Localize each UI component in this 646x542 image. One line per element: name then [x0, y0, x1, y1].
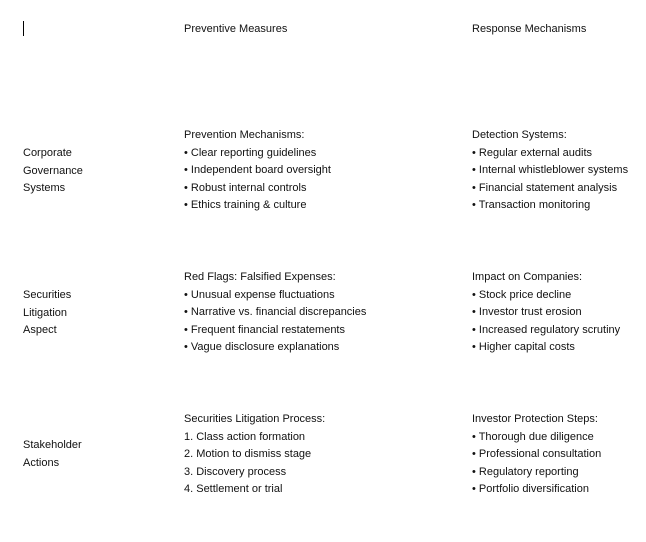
- list-item: • Unusual expense fluctuations: [184, 288, 335, 301]
- list-item: 3. Discovery process: [184, 465, 287, 478]
- row-label-line: Actions: [23, 456, 60, 469]
- list-item: • Financial statement analysis: [472, 181, 618, 194]
- row-label-stakeholder-actions: [23, 437, 82, 472]
- row-label-line: Systems: [23, 182, 66, 194]
- cell-title: Red Flags: Falsified Expenses:: [184, 271, 336, 283]
- row-label-line: Stakeholder: [23, 439, 82, 451]
- list-item: • Robust internal controls: [184, 181, 307, 194]
- cell-red-flags: [184, 269, 366, 357]
- row-label-line: Litigation: [23, 306, 68, 319]
- row-label-corporate-governance: [23, 145, 83, 198]
- list-item: • Internal whistleblower systems: [472, 164, 629, 176]
- list-item: • Ethics training & culture: [184, 199, 307, 211]
- cell-detection-systems: [472, 127, 628, 215]
- list-item: • Thorough due diligence: [472, 430, 594, 443]
- row-label-line: Corporate: [23, 147, 72, 159]
- cell-prevention-mechanisms: [184, 127, 331, 215]
- list-item: • Higher capital costs: [472, 341, 575, 353]
- list-item: • Frequent financial restatements: [184, 323, 345, 336]
- list-item: • Clear reporting guidelines: [184, 146, 317, 159]
- header-preventive-measures: Preventive Measures: [184, 23, 288, 35]
- list-item: • Portfolio diversification: [472, 483, 589, 495]
- list-item: • Regular external audits: [472, 146, 593, 159]
- list-item: • Stock price decline: [472, 288, 572, 301]
- cell-title: Securities Litigation Process:: [184, 413, 326, 425]
- list-item: • Regulatory reporting: [472, 465, 579, 478]
- cell-title: Impact on Companies:: [472, 271, 583, 283]
- cell-investor-protection: [472, 411, 601, 499]
- text-cursor: [23, 21, 24, 36]
- header-response-mechanisms: Response Mechanisms: [472, 23, 587, 35]
- cell-litigation-process: [184, 411, 325, 499]
- list-item: • Independent board oversight: [184, 164, 331, 176]
- cell-title: Prevention Mechanisms:: [184, 129, 305, 141]
- list-item: • Increased regulatory scrutiny: [472, 323, 621, 336]
- list-item: • Transaction monitoring: [472, 199, 591, 211]
- list-item: 1. Class action formation: [184, 430, 306, 443]
- list-item: • Narrative vs. financial discrepancies: [184, 306, 367, 318]
- cell-impact-on-companies: [472, 269, 620, 357]
- cell-title: Investor Protection Steps:: [472, 413, 598, 425]
- row-label-securities-litigation: [23, 287, 71, 340]
- cell-title: Detection Systems:: [472, 129, 567, 141]
- row-label-line: Governance: [23, 164, 83, 177]
- list-item: • Vague disclosure explanations: [184, 341, 340, 353]
- list-item: • Professional consultation: [472, 448, 602, 460]
- list-item: 4. Settlement or trial: [184, 483, 283, 495]
- row-label-line: Securities: [23, 289, 72, 301]
- list-item: 2. Motion to dismiss stage: [184, 448, 312, 460]
- list-item: • Investor trust erosion: [472, 306, 582, 318]
- row-label-line: Aspect: [23, 324, 57, 336]
